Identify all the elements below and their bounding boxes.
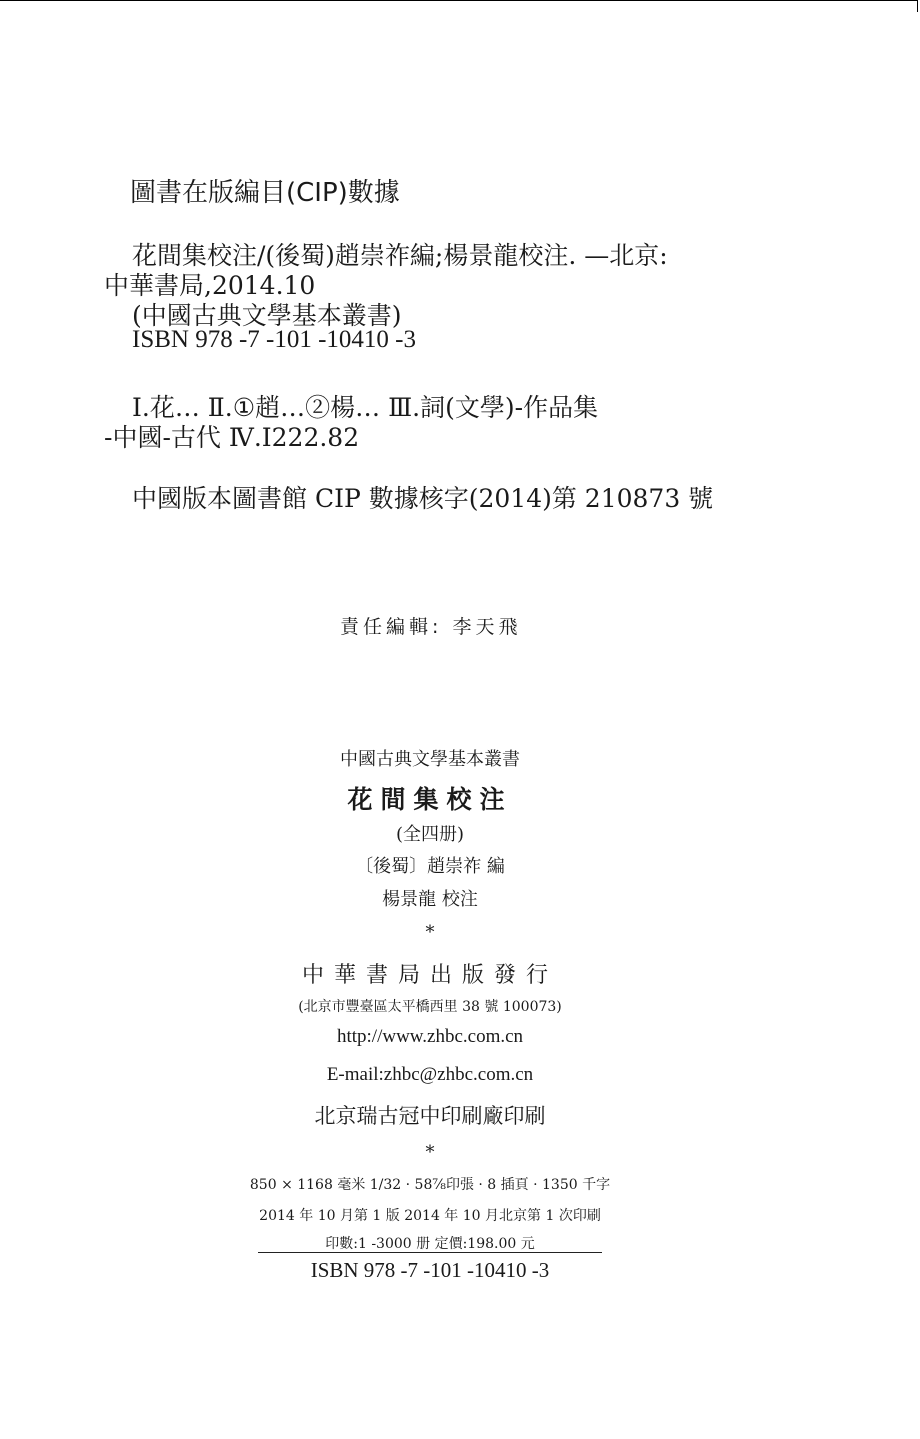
responsible-editor: 責任編輯: 李天飛 [340,616,522,638]
colophon-email: E-mail:zhbc@zhbc.com.cn [326,1064,534,1085]
top-border-rule [0,0,918,1]
colophon-divider [258,1252,602,1253]
cip-line-series: (中國古典文學基本叢書) [132,301,402,330]
colophon-separator-star: * [425,1142,435,1163]
cip-line-publisher: 中華書局,2014.10 [104,271,316,300]
colophon-annotator: 楊景龍 校注 [382,889,478,910]
colophon-volumes: (全四册) [395,824,465,845]
cip-line-record-number: 中國版本圖書館 CIP 數據核字(2014)第 210873 號 [132,484,714,513]
colophon-print-run-price: 印數:1 -3000 册 定價:198.00 元 [325,1236,535,1252]
colophon-printer: 北京瑞古冠中印刷廠印刷 [314,1104,546,1128]
colophon-address: (北京市豐臺區太平橋西里 38 號 100073) [298,999,562,1015]
cip-line-classification: -中國-古代 Ⅳ.I222.82 [104,423,360,452]
colophon-url: http://www.zhbc.com.cn [336,1026,524,1047]
cip-line-title-author: 花間集校注/(後蜀)趙崇祚編;楊景龍校注. —北京: [132,241,668,270]
colophon-title: 花間集校注 [347,785,513,814]
cip-heading: 圖書在版編目(CIP)數據 [130,178,400,208]
corner-mark [917,0,918,12]
colophon-edition: 2014 年 10 月第 1 版 2014 年 10 月北京第 1 次印刷 [259,1208,601,1224]
colophon-series: 中國古典文學基本叢書 [340,749,520,770]
colophon-publisher: 中華書局出版發行 [301,963,558,988]
colophon-isbn: ISBN 978 -7 -101 -10410 -3 [310,1258,550,1282]
colophon-separator-star: * [425,922,435,943]
colophon-specs: 850 × 1168 毫米 1/32 · 58⅞印張 · 8 插頁 · 1350 千字 [249,1177,611,1193]
cip-line-subjects: Ⅰ.花… Ⅱ.①趙…②楊… Ⅲ.詞(文學)-作品集 [132,393,599,422]
colophon-author: 〔後蜀〕趙崇祚 編 [355,856,505,877]
cip-line-isbn: ISBN 978 -7 -101 -10410 -3 [132,326,417,353]
